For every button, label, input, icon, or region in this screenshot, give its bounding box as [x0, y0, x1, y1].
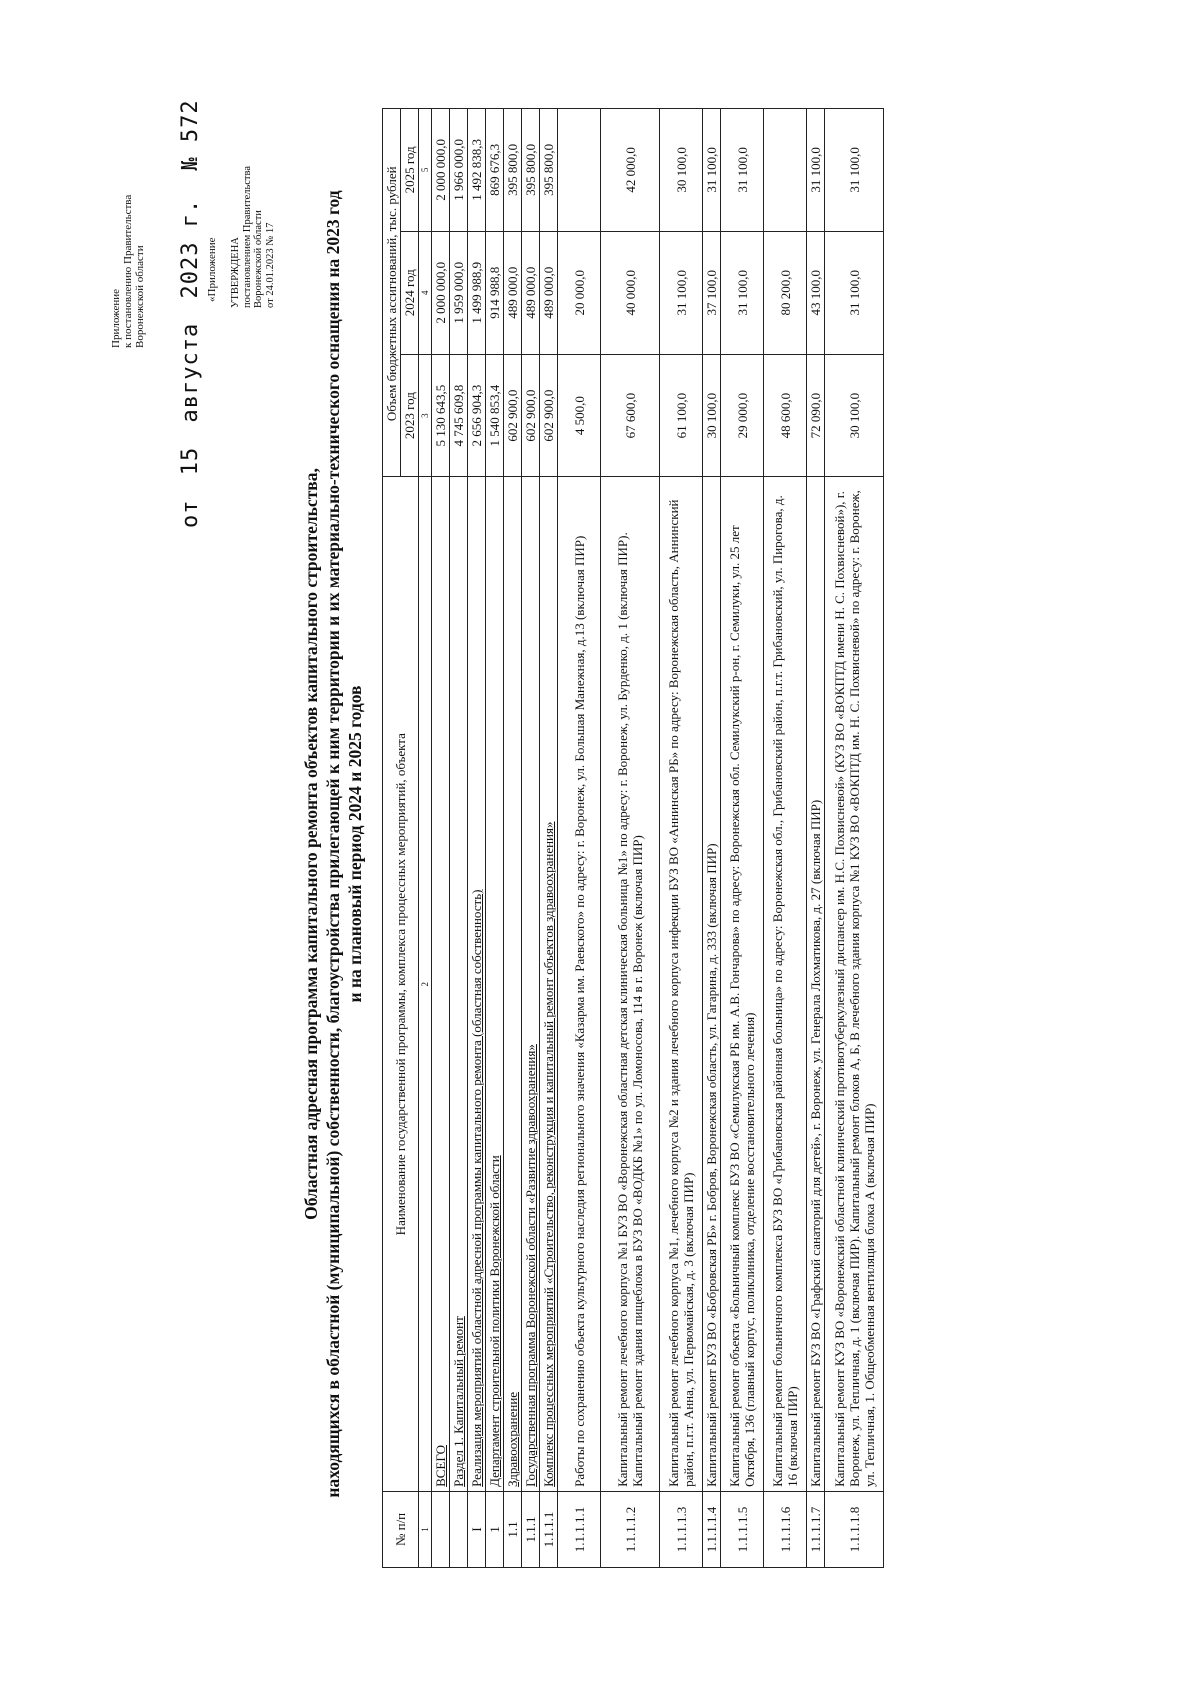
resolution-date	[178, 99, 203, 528]
date-month: августа	[178, 322, 203, 423]
row-num: 1.1.1.1.1	[558, 1491, 601, 1567]
col-index: 2	[419, 477, 432, 1491]
row-value-2023: 30 100,0	[825, 354, 884, 477]
row-num: 1.1.1.1.2	[601, 1491, 660, 1567]
col-index: 1	[419, 1491, 432, 1567]
row-num: 1.1.1.1.7	[807, 1491, 825, 1567]
row-num: 1.1.1.1.5	[721, 1491, 764, 1567]
row-num: 1.1.1.1.4	[703, 1491, 721, 1567]
approval-note	[230, 166, 276, 308]
approval-line: Воронежской области	[253, 210, 264, 308]
table-row	[558, 109, 601, 1568]
table-body	[432, 109, 884, 1568]
title-line: находящихся в областной (муниципальной) собственности, благоустройства прилегающей к ним территории и их материально-технического оснащения на 2023 год	[323, 190, 343, 1498]
row-num: 1.1.1.1.3	[660, 1491, 703, 1567]
appendix-line: к постановлению Правительства	[122, 194, 134, 348]
date-prefix: от	[178, 499, 203, 528]
table-row	[601, 109, 660, 1568]
row-value-2024: 914 988,8	[486, 231, 504, 354]
row-name: Капитальный ремонт лечебного корпуса №1, лечебного корпуса №2 и здания лечебного корпуса инфекции БУЗ ВО «Аннинская РБ» по адресу: Воронежская область, Аннинский район, п.г.т. Анна, ул. Первомайская, д. 3 (включая ПИР)	[660, 477, 703, 1491]
row-value-2023: 67 600,0	[601, 354, 660, 477]
table-row	[504, 109, 522, 1568]
table-row	[825, 109, 884, 1568]
approval-line: постановлением Правительства	[241, 165, 253, 308]
col-header-2023: 2023 год	[401, 354, 419, 477]
row-value-2023: 30 100,0	[703, 354, 721, 477]
row-value-2025	[558, 109, 601, 232]
row-num: 1.1.1.1.6	[764, 1491, 807, 1567]
row-name: Капитальный ремонт объекта «Больничный комплекс БУЗ ВО «Семилукская РБ им. А.В. Гончарова» по адресу: Воронежская обл. Семилукский р-он, г. Семилуки, ул. 25 лет Октября, 136 (главный корпус, поликлиника, отделение восстановительного лечения)	[721, 477, 764, 1491]
row-value-2024: 31 100,0	[721, 231, 764, 354]
col-index: 5	[419, 109, 432, 232]
table-row	[660, 109, 703, 1568]
table-row	[432, 109, 450, 1568]
row-num	[450, 1491, 468, 1567]
row-value-2024: 489 000,0	[522, 231, 540, 354]
approval-line: УТВЕРЖДЕНА	[230, 237, 241, 308]
row-value-2024: 2 000 000,0	[432, 231, 450, 354]
row-name: Капитальный ремонт КУЗ ВО «Воронежский областной клинический противотуберкулезный диспансер им. Н.С. Похвисневой» (КУЗ ВО «ВОКПТД имени Н. С. Похвисневой»), г. Воронеж, ул. Тепличная, д. 1 (включая ПИР). Капитальный ремонт блоков А, Б, В лечебного здания корпуса №1 КУЗ ВО «ВОКПТД им. Н. С. Похвисневой» по адресу: г. Воронеж, ул. Тепличная, 1. Общеобменная вентиляция блока А (включая ПИР)	[825, 477, 884, 1491]
appendix-line: Воронежской области	[134, 245, 146, 348]
row-value-2023: 602 900,0	[504, 354, 522, 477]
row-name: Департамент строительной политики Воронежской области	[486, 477, 504, 1491]
table-row	[468, 109, 486, 1568]
table-row	[450, 109, 468, 1568]
table-row	[522, 109, 540, 1568]
appendix-note	[110, 195, 146, 348]
title-line: и на плановый период 2024 и 2025 годов	[345, 685, 365, 1003]
row-num: 1.1.1	[522, 1491, 540, 1567]
row-value-2023: 5 130 643,5	[432, 354, 450, 477]
row-num: 1.1.1.1	[540, 1491, 558, 1567]
row-value-2024: 80 200,0	[764, 231, 807, 354]
resolution-number: 572	[178, 99, 203, 143]
table-row	[764, 109, 807, 1568]
row-value-2024: 31 100,0	[825, 231, 884, 354]
table-row	[703, 109, 721, 1568]
row-value-2023: 29 000,0	[721, 354, 764, 477]
row-value-2025: 1 492 838,3	[468, 109, 486, 232]
row-value-2023: 72 090,0	[807, 354, 825, 477]
row-name: Комплекс процессных мероприятий «Строительство, реконструкция и капитальный ремонт объектов здравоохранения»	[540, 477, 558, 1491]
col-header-name: Наименование государственной программы, комплекса процессных мероприятий, объекта	[383, 477, 419, 1491]
row-value-2025: 31 100,0	[703, 109, 721, 232]
row-num: I	[468, 1491, 486, 1567]
table-row	[721, 109, 764, 1568]
row-num: 1.1.1.1.8	[825, 1491, 884, 1567]
number-sign: №	[178, 156, 203, 171]
row-value-2025: 31 100,0	[721, 109, 764, 232]
row-num: 1	[486, 1491, 504, 1567]
row-value-2025: 2 000 000,0	[432, 109, 450, 232]
col-header-budget: Объем бюджетных ассигнований, тыс. рублей	[383, 109, 401, 478]
row-value-2023: 602 900,0	[522, 354, 540, 477]
row-value-2025: 395 800,0	[522, 109, 540, 232]
appendix-line: Приложение	[110, 288, 122, 348]
row-name: ВСЕГО	[432, 477, 450, 1491]
row-name: Раздел 1. Капитальный ремонт	[450, 477, 468, 1491]
row-value-2025: 869 676,3	[486, 109, 504, 232]
row-value-2024: 1 959 000,0	[450, 231, 468, 354]
col-index: 4	[419, 231, 432, 354]
col-header-2024: 2024 год	[401, 231, 419, 354]
row-value-2025: 395 800,0	[504, 109, 522, 232]
row-value-2024: 20 000,0	[558, 231, 601, 354]
row-name: Капитальный ремонт БУЗ ВО «Графский санаторий для детей», г. Воронеж, ул. Генерала Лохматикова, д. 27 (включая ПИР)	[807, 477, 825, 1491]
title-line: Областная адресная программа капитального ремонта объектов капитального строительства,	[301, 468, 321, 1220]
row-name: Капитальный ремонт БУЗ ВО «Бобровская РБ» г. Бобров, Воронежская область, ул. Гагарина, д. 333 (включая ПИР)	[703, 477, 721, 1491]
row-name: Реализация мероприятий областной адресной программы капитального ремонта (областная собственность)	[468, 477, 486, 1491]
row-value-2023: 2 656 904,3	[468, 354, 486, 477]
row-value-2025: 42 000,0	[601, 109, 660, 232]
approval-line: от 24.01.2023 № 17	[264, 222, 276, 308]
row-value-2024: 1 499 988,9	[468, 231, 486, 354]
row-value-2023: 1 540 853,4	[486, 354, 504, 477]
row-value-2024: 31 100,0	[660, 231, 703, 354]
date-day: 15	[178, 446, 203, 476]
date-year: 2023 г.	[178, 198, 203, 299]
row-value-2023: 602 900,0	[540, 354, 558, 477]
row-value-2024: 489 000,0	[540, 231, 558, 354]
row-num	[432, 1491, 450, 1567]
table-row	[486, 109, 504, 1568]
row-name: Капитальный ремонт больничного комплекса БУЗ ВО «Грибановская районная больница» по адресу: Воронежская обл., Грибановский район, п.г.т. Грибановский, ул. Пирогова, д. 16 (включая ПИР)	[764, 477, 807, 1491]
row-num: 1.1	[504, 1491, 522, 1567]
row-value-2023: 4 745 609,8	[450, 354, 468, 477]
row-name: Капитальный ремонт лечебного корпуса №1 БУЗ ВО «Воронежская областная детская клиническая больница №1» по адресу: г. Воронеж, ул. Бурденко, д. 1 (включая ПИР). Капитальный ремонт здания пищеблока в БУЗ ВО «ВОДКБ №1» по ул. Ломоносова, 114 в г. Воронеж (включая ПИР)	[601, 477, 660, 1491]
budget-table	[382, 108, 884, 1568]
row-value-2025: 30 100,0	[660, 109, 703, 232]
row-value-2024: 40 000,0	[601, 231, 660, 354]
row-name: Работы по сохранению объекта культурного наследия регионального значения «Казарма им. Раевского» по адресу: г. Воронеж, ул. Большая Манежная, д.13 (включая ПИР)	[558, 477, 601, 1491]
document-title	[300, 0, 366, 1688]
row-value-2025: 395 800,0	[540, 109, 558, 232]
row-value-2025: 31 100,0	[825, 109, 884, 232]
row-value-2024: 43 100,0	[807, 231, 825, 354]
table-row	[540, 109, 558, 1568]
appendix-word: «Приложение	[206, 237, 218, 302]
row-value-2023: 48 600,0	[764, 354, 807, 477]
table-row	[807, 109, 825, 1568]
row-value-2023: 4 500,0	[558, 354, 601, 477]
row-name: Государственная программа Воронежской области «Развитие здравоохранения»	[522, 477, 540, 1491]
row-value-2023: 61 100,0	[660, 354, 703, 477]
row-value-2024: 37 100,0	[703, 231, 721, 354]
row-name: Здравоохранение	[504, 477, 522, 1491]
col-index: 3	[419, 354, 432, 477]
col-header-num: № п/п	[383, 1491, 419, 1567]
col-header-2025: 2025 год	[401, 109, 419, 232]
row-value-2025: 1 966 000,0	[450, 109, 468, 232]
row-value-2025	[764, 109, 807, 232]
row-value-2024: 489 000,0	[504, 231, 522, 354]
row-value-2025: 31 100,0	[807, 109, 825, 232]
